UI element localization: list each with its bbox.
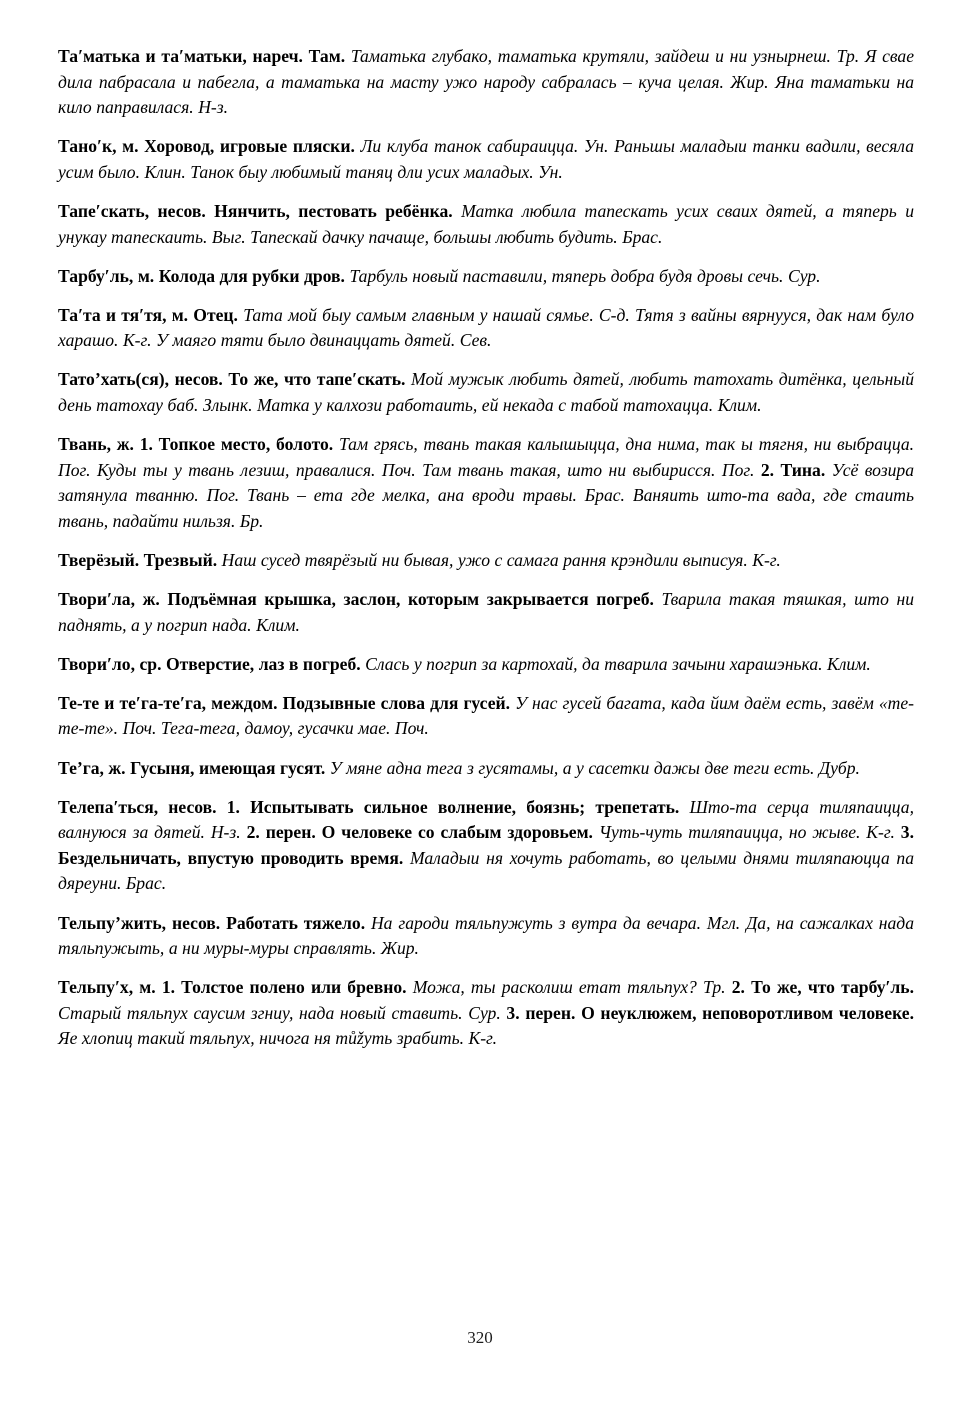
dictionary-entry bbox=[58, 303, 914, 354]
entry-quotations: Слась у погрип за картохай, да тварила зачыни харашэнька. Клим. bbox=[365, 653, 871, 674]
entry-headword: Тельпу’жить, bbox=[58, 912, 167, 933]
dictionary-entry bbox=[58, 795, 914, 897]
entry-sense-quotations: Яе хлопиц такий тяльпух, ничога ня můžyть зрабить. К-г. bbox=[58, 1028, 498, 1049]
entry-sense-quotations: Маладыи ня хочуть работать, во целыми днями тиляпаюцца па дяреуни. Брас. bbox=[58, 847, 915, 894]
dictionary-entry bbox=[58, 432, 914, 534]
entry-grammar-definition: несов. 1. Испытывать сильное волнение, боязнь; трепетать. bbox=[168, 796, 680, 817]
entry-grammar-definition: междом. Подзывные слова для гусей. bbox=[211, 692, 511, 713]
entry-quotations: Там грясь, твань такая калышыцца, дна нима, так ы тягня, ни выбрацца. Пог. Куды ты у твань лезиш, правалися. Поч. Там твань такая, што ни выбирисся. Пог. bbox=[58, 434, 915, 480]
dictionary-entry bbox=[58, 44, 914, 121]
entry-headword: Тарбу′ль, bbox=[58, 265, 134, 286]
entry-headword: Твань, bbox=[58, 434, 111, 455]
dictionary-entry bbox=[58, 652, 914, 678]
entry-grammar-definition: м. Колода для рубки дров. bbox=[137, 265, 345, 286]
entry-sense-number: 2. bbox=[760, 459, 775, 480]
entry-sense-definition: перен. О неуклюжем, неповоротливом человеке. bbox=[525, 1002, 915, 1023]
entry-grammar-definition: несов. Нянчить, пестовать ребёнка. bbox=[157, 200, 453, 221]
dictionary-entry bbox=[58, 587, 914, 638]
dictionary-entry bbox=[58, 134, 914, 185]
dictionary-entry bbox=[58, 911, 914, 962]
entry-grammar-definition: ср. Отверстие, лаз в погреб. bbox=[139, 653, 361, 674]
entry-headword: Те-те и те′га-те′га, bbox=[58, 692, 207, 713]
entry-headword: Тапе′скать, bbox=[58, 200, 150, 221]
entry-headword: Тверёзый. bbox=[58, 550, 140, 570]
entry-headword: Твори′ло, bbox=[58, 653, 135, 674]
entry-grammar-definition: м. Отец. bbox=[171, 304, 238, 325]
dictionary-entry bbox=[58, 367, 914, 418]
entry-quotations: Тварила такая тяшкая, што ни паднять, а у погрип нада. Клим. bbox=[58, 589, 914, 635]
entry-headword: Твори′ла, bbox=[58, 589, 135, 610]
entry-quotations: У нас гусей багата, када йим даём есть, завём «те-те-те». Поч. Тега-тега, дамоу, гусачки мае. Поч. bbox=[58, 692, 915, 739]
entry-quotations: Ли клуба танок сабираицца. Ун. Раньшы маладыи танки вадили, весяла усим было. Клин. Танок быу любимый таняц дли усих маладых. Ун. bbox=[58, 136, 914, 182]
entry-sense-quotations: Старый тяльпух саусим згниу, нада новый ставить. Сур. bbox=[58, 1002, 501, 1023]
entry-headword: Те’га, bbox=[58, 757, 104, 778]
entry-headword: Тельпу′х, bbox=[58, 977, 134, 998]
entry-grammar-definition: нареч. Там. bbox=[252, 46, 346, 66]
dictionary-entry bbox=[58, 691, 914, 742]
entry-quotations: На гароди тяльпужуть з вутра да вечара. Мгл. Да, на сажалках нада тяльпужыть, а ни муры-муры справлять. Жир. bbox=[58, 912, 914, 959]
entry-quotations: Можа, ты расколиш етат тяльпух? Тр. bbox=[412, 977, 726, 998]
entry-quotations: Тата мой быу самым главным у нашай сямье. С-д. Тятя з вайны вярнууся, дак нам було харашо. К-г. У маяго тяти было двинаццать дятей. Сев. bbox=[58, 304, 914, 351]
entry-sense-number: 3. bbox=[900, 822, 914, 843]
entry-grammar-definition: ж. Гусыня, имеющая гусят. bbox=[108, 757, 326, 778]
dictionary-entry bbox=[58, 199, 914, 250]
dictionary-entry bbox=[58, 975, 914, 1052]
entry-quotations: Наш сусед твярёзый ни бывая, ужо с самага рання крэндили выписуя. К-г. bbox=[221, 550, 781, 570]
entry-sense-definition: Бездельничать, впустую проводить время. bbox=[58, 847, 404, 868]
entry-sense-quotations: Усё возира затянула тванню. Пог. Твань – ета где мелка, ана вроди травы. Брас. Ваняить што-та вада, где стаить твань, падайти нильзя. Бр. bbox=[58, 459, 914, 531]
entry-quotations: Што-та серца тиляпаицца, валнуюся за дятей. Н-з. bbox=[58, 796, 915, 843]
entry-headword: Тано′к, bbox=[58, 136, 117, 157]
entry-grammar-definition: ж. 1. Топкое место, болото. bbox=[116, 434, 334, 455]
dictionary-entry bbox=[58, 264, 914, 290]
page-text-column bbox=[58, 44, 914, 1052]
entry-sense-number: 2. bbox=[731, 977, 745, 998]
entry-quotations: Мой мужык любить дятей, любить татохать дитёнка, цельный день татохау баб. Злынк. Матка у калхози работаить, ей некада с табой татохацца. Клим. bbox=[58, 369, 915, 416]
dictionary-entry bbox=[58, 548, 914, 574]
entry-headword: Та′та и тя′тя, bbox=[58, 304, 167, 325]
entry-grammar-definition: несов. Работать тяжело. bbox=[171, 912, 366, 933]
entry-sense-definition: перен. О человеке со слабым здоровьем. bbox=[265, 822, 593, 843]
page-number: 320 bbox=[467, 1328, 493, 1347]
entry-grammar-definition: м. Хоровод, игровые пляски. bbox=[122, 136, 355, 157]
entry-quotations: Таматька глубако, таматька крутяли, зайдеш и ни узнырнеш. Тр. Я свае дила пабрасала и пабегла, а таматька на масту ужо народу сабралась – куча целая. Жир. Яна таматьки на кило паправилася. Н-з. bbox=[58, 46, 915, 118]
entry-quotations: Матка любила тапескать усих сваих дятей, а тяперь и унукау тапескаить. Выг. Тапескай дачку пачаще, большы любить будить. Брас. bbox=[58, 200, 915, 247]
dictionary-entry bbox=[58, 756, 914, 782]
entry-headword: Тато’хать(ся), bbox=[58, 369, 169, 390]
entry-grammar-definition: несов. То же, что тапе′скать. bbox=[174, 369, 406, 390]
entry-grammar-definition: Трезвый. bbox=[143, 550, 218, 570]
entry-grammar-definition: ж. Подъёмная крышка, заслон, которым закрывается погреб. bbox=[142, 589, 654, 610]
entry-sense-quotations: Чуть-чуть тиляпаицца, но жыве. К-г. bbox=[598, 822, 895, 843]
entry-sense-number: 3. bbox=[506, 1002, 520, 1023]
entry-quotations: У мяне адна тега з гусятамы, а у сасетки дажы две теги есть. Дубр. bbox=[329, 757, 860, 778]
entry-headword: Та′матька и та′матьки, bbox=[58, 46, 247, 66]
entry-grammar-definition: м. 1. Толстое полено или бревно. bbox=[139, 977, 407, 998]
entry-sense-number: 2. bbox=[246, 822, 260, 843]
entry-quotations: Тарбуль новый паставили, тяперь добра будя дровы сечь. Сур. bbox=[349, 265, 821, 286]
entry-headword: Телепа′ться, bbox=[58, 796, 159, 817]
entry-sense-definition: То же, что тарбу′ль. bbox=[751, 977, 915, 998]
entry-sense-definition: Тина. bbox=[780, 459, 826, 480]
